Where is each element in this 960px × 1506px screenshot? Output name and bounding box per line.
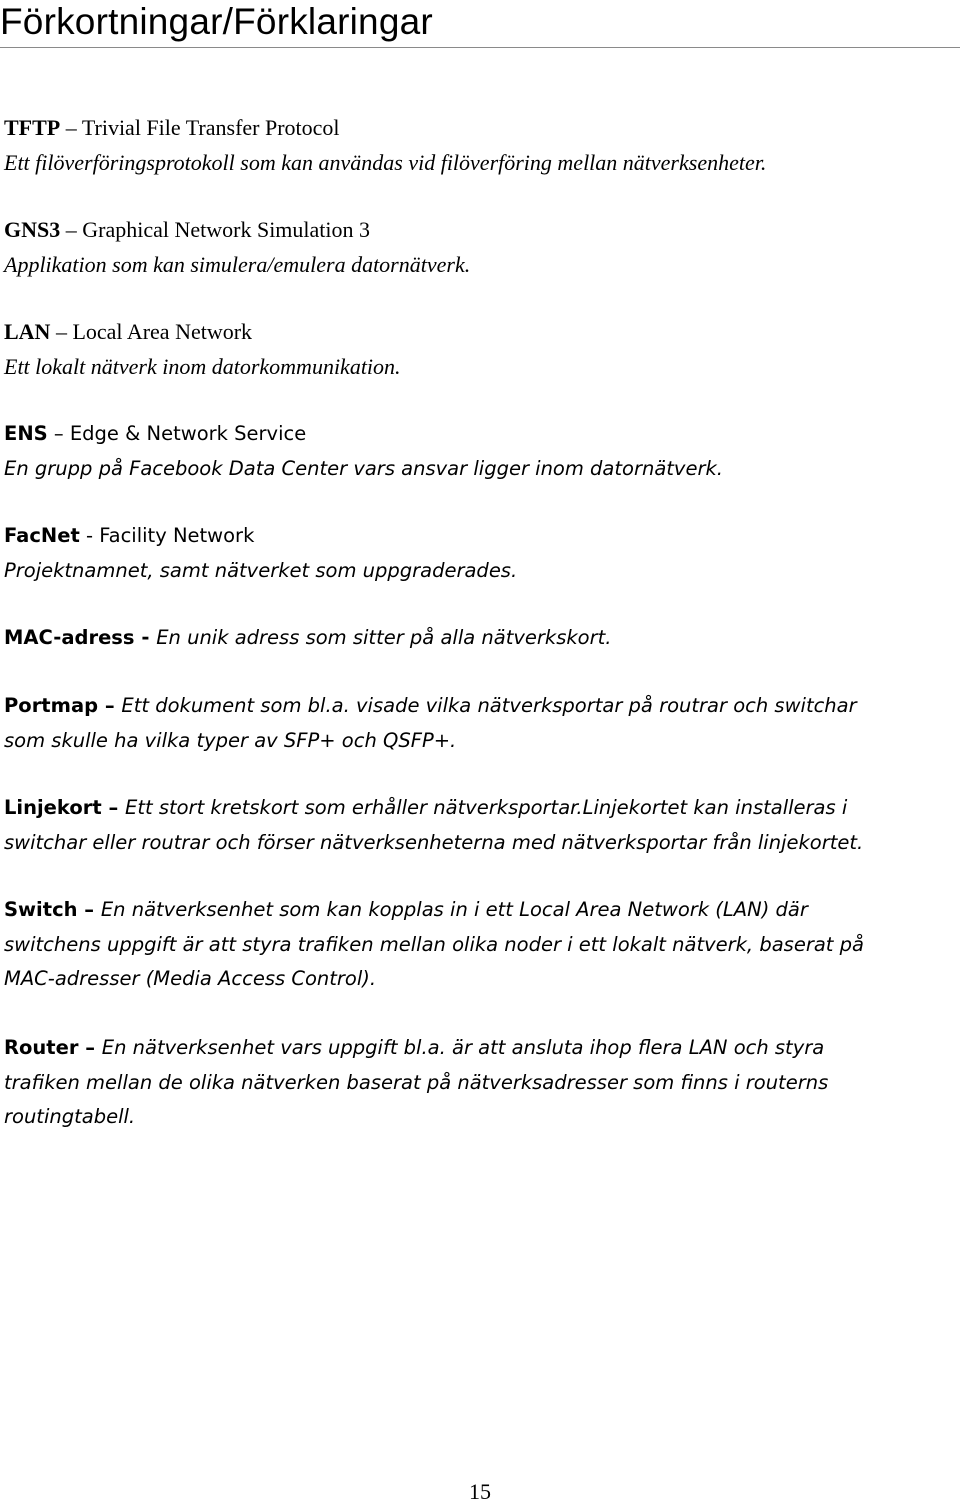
page-heading: Förkortningar/Förklaringar [0,1,433,42]
term: MAC-adress [4,626,135,649]
entry-header [4,621,954,656]
glossary-entry-facnet [4,519,954,588]
entry-header [4,519,954,554]
glossary-entry-lan [4,315,954,384]
separator: – [98,694,122,717]
term: LAN [4,319,51,344]
term-description-line: Ett stort kretskort som erhåller nätverksportar.Linjekortet kan installeras i [125,796,848,819]
glossary-entry-linjekort [4,791,954,860]
entry-header [4,315,954,350]
term: Portmap [4,694,99,717]
glossary-entry-router [4,1031,954,1135]
term-expansion: Trivial File Transfer Protocol [81,115,340,140]
separator: – [50,319,73,344]
separator: – [77,898,101,921]
separator: – [101,796,126,819]
heading-divider [0,47,960,48]
term-description-line: En nätverksenhet vars uppgift bl.a. är att ansluta ihop flera LAN och styra [101,1036,825,1059]
term: TFTP [4,115,61,140]
glossary-entry-mac-adress [4,621,954,656]
term-description: En unik adress som sitter på alla nätverkskort. [156,626,612,649]
glossary-entry-ens [4,417,954,486]
term-description-line: Ett dokument som bl.a. visade vilka nätverksportar på routrar och switchar [121,694,857,717]
term-description-line: som skulle ha vilka typer av SFP+ och QSFP+. [4,728,457,752]
glossary-entry-tftp [4,111,954,180]
separator: – [47,422,70,445]
entry-header [4,893,954,928]
entry-header [4,1031,954,1066]
entry-header [4,791,954,826]
glossary-entry-portmap [4,689,954,758]
term-description: En grupp på Facebook Data Center vars ansvar ligger inom datornätverk. [4,456,723,480]
term: Switch [4,898,78,921]
separator: – [78,1036,102,1059]
term: GNS3 [4,217,61,242]
term-description-line: trafiken mellan de olika nätverken baserat på nätverksadresser som finns i routerns [4,1070,829,1094]
entry-header [4,417,954,452]
term-description: Ett filöverföringsprotokoll som kan användas vid filöverföring mellan nätverksenheter. [4,149,767,175]
term-description-line: En nätverksenhet som kan kopplas in i ett Local Area Network (LAN) där [100,898,808,921]
term: ENS [4,422,48,445]
term-description-line: MAC-adresser (Media Access Control). [4,967,377,990]
term: Linjekort [4,796,102,819]
term-expansion: Graphical Network Simulation 3 [82,217,371,242]
term: FacNet [4,524,80,547]
term-description: Ett lokalt nätverk inom datorkommunikation. [4,353,401,379]
term-description-line: routingtabell. [4,1105,136,1128]
separator: – [60,217,83,242]
term-expansion: Edge & Network Service [69,422,307,445]
term-description-line: switchar eller routrar och förser nätverksenheterna med nätverksportar från linjekortet. [4,830,864,854]
separator: – [60,115,82,140]
separator: - [79,524,100,547]
entry-header [4,213,954,248]
term-description: Applikation som kan simulera/emulera datornätverk. [4,251,471,277]
term-description-line: switchens uppgift är att styra trafiken mellan olika noder i ett lokalt nätverk, baserat på [4,932,864,956]
entry-header [4,111,954,146]
term-expansion: Local Area Network [72,319,253,344]
term: Router [4,1036,79,1059]
term-description: Projektnamnet, samt nätverket som uppgraderades. [4,558,518,582]
glossary-entry-switch [4,893,954,997]
glossary-entry-gns3 [4,213,954,282]
page-number: 15 [469,1479,491,1504]
term-expansion: Facility Network [99,524,255,547]
separator: - [134,626,157,649]
entry-header [4,689,954,724]
